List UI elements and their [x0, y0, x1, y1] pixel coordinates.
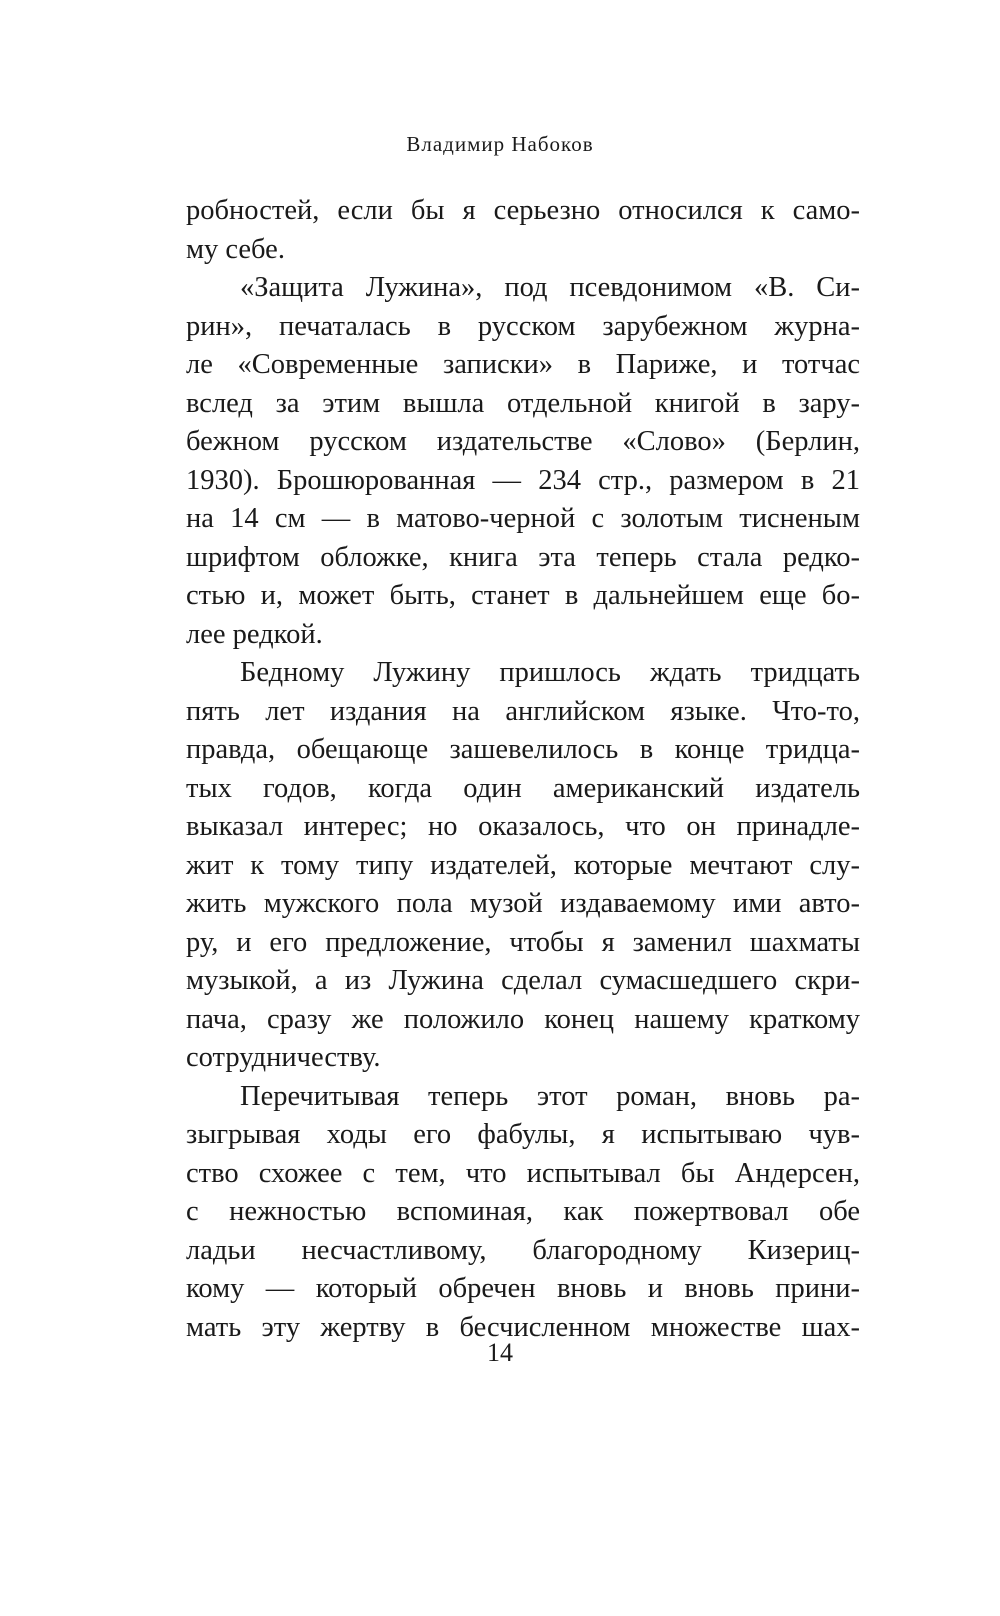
- text-line: лее редкой.: [186, 618, 323, 650]
- running-head: Владимир Набоков: [406, 132, 594, 156]
- text-line: музыкой, а из Лужина сделал сумасшедшего скри-: [186, 965, 860, 996]
- text-line: бежном русском издательстве «Слово» (Берлин,: [186, 426, 860, 457]
- paragraph: [186, 654, 860, 1078]
- text-line: сотрудничеству.: [186, 1042, 381, 1073]
- paragraph: [186, 269, 860, 654]
- text-line: выказал интерес; но оказалось, что он принадле-: [186, 811, 860, 842]
- body-text: [186, 192, 860, 1347]
- text-line: пять лет издания на английском языке. Что-то,: [186, 695, 860, 727]
- text-line: жит к тому типу издателей, которые мечтают слу-: [186, 849, 860, 881]
- text-line: ру, и его предложение, чтобы я заменил шахматы: [186, 926, 860, 958]
- text-line: ле «Современные записки» в Париже, и тотчас: [186, 349, 860, 380]
- text-line: кому — который обречен вновь и вновь прини-: [186, 1273, 860, 1304]
- text-line: правда, обещающе зашевелилось в конце тридца-: [186, 734, 860, 765]
- text-line: шрифтом обложке, книга эта теперь стала редко-: [186, 541, 860, 573]
- paragraph: [186, 1078, 860, 1348]
- text-line: стью и, может быть, станет в дальнейшем еще бо-: [186, 580, 860, 611]
- text-line: рин», печаталась в русском зарубежном журна-: [186, 310, 860, 342]
- text-line: Бедному Лужину пришлось ждать тридцать: [240, 657, 860, 688]
- text-line: ство схожее с тем, что испытывал бы Андерсен,: [186, 1157, 860, 1189]
- text-line: тых годов, когда один американский издатель: [186, 772, 860, 804]
- text-line: с нежностью вспоминая, как пожертвовал обе: [186, 1196, 860, 1227]
- text-line: пача, сразу же положило конец нашему краткому: [186, 1003, 860, 1035]
- text-line: 1930). Брошюрованная — 234 стр., размером в 21: [186, 464, 860, 496]
- text-line: вслед за этим вышла отдельной книгой в зару-: [186, 387, 860, 419]
- text-line: жить мужского пола музой издаваемому ими авто-: [186, 888, 860, 919]
- page-number: 14: [487, 1338, 513, 1367]
- text-line: зыгрывая ходы его фабулы, я испытываю чув-: [186, 1119, 860, 1150]
- text-line: робностей, если бы я серьезно относился к само-: [186, 195, 860, 226]
- text-line: мать эту жертву в бесчисленном множестве шах-: [186, 1311, 860, 1343]
- text-line: «Защита Лужина», под псевдонимом «В. Си-: [240, 272, 860, 303]
- text-line: Перечитывая теперь этот роман, вновь ра-: [240, 1080, 860, 1112]
- paragraph: [186, 192, 860, 269]
- text-line: му себе.: [186, 233, 285, 265]
- text-line: ладьи несчастливому, благородному Кизериц-: [186, 1234, 860, 1266]
- text-line: на 14 см — в матово-черной с золотым тисненым: [186, 503, 860, 534]
